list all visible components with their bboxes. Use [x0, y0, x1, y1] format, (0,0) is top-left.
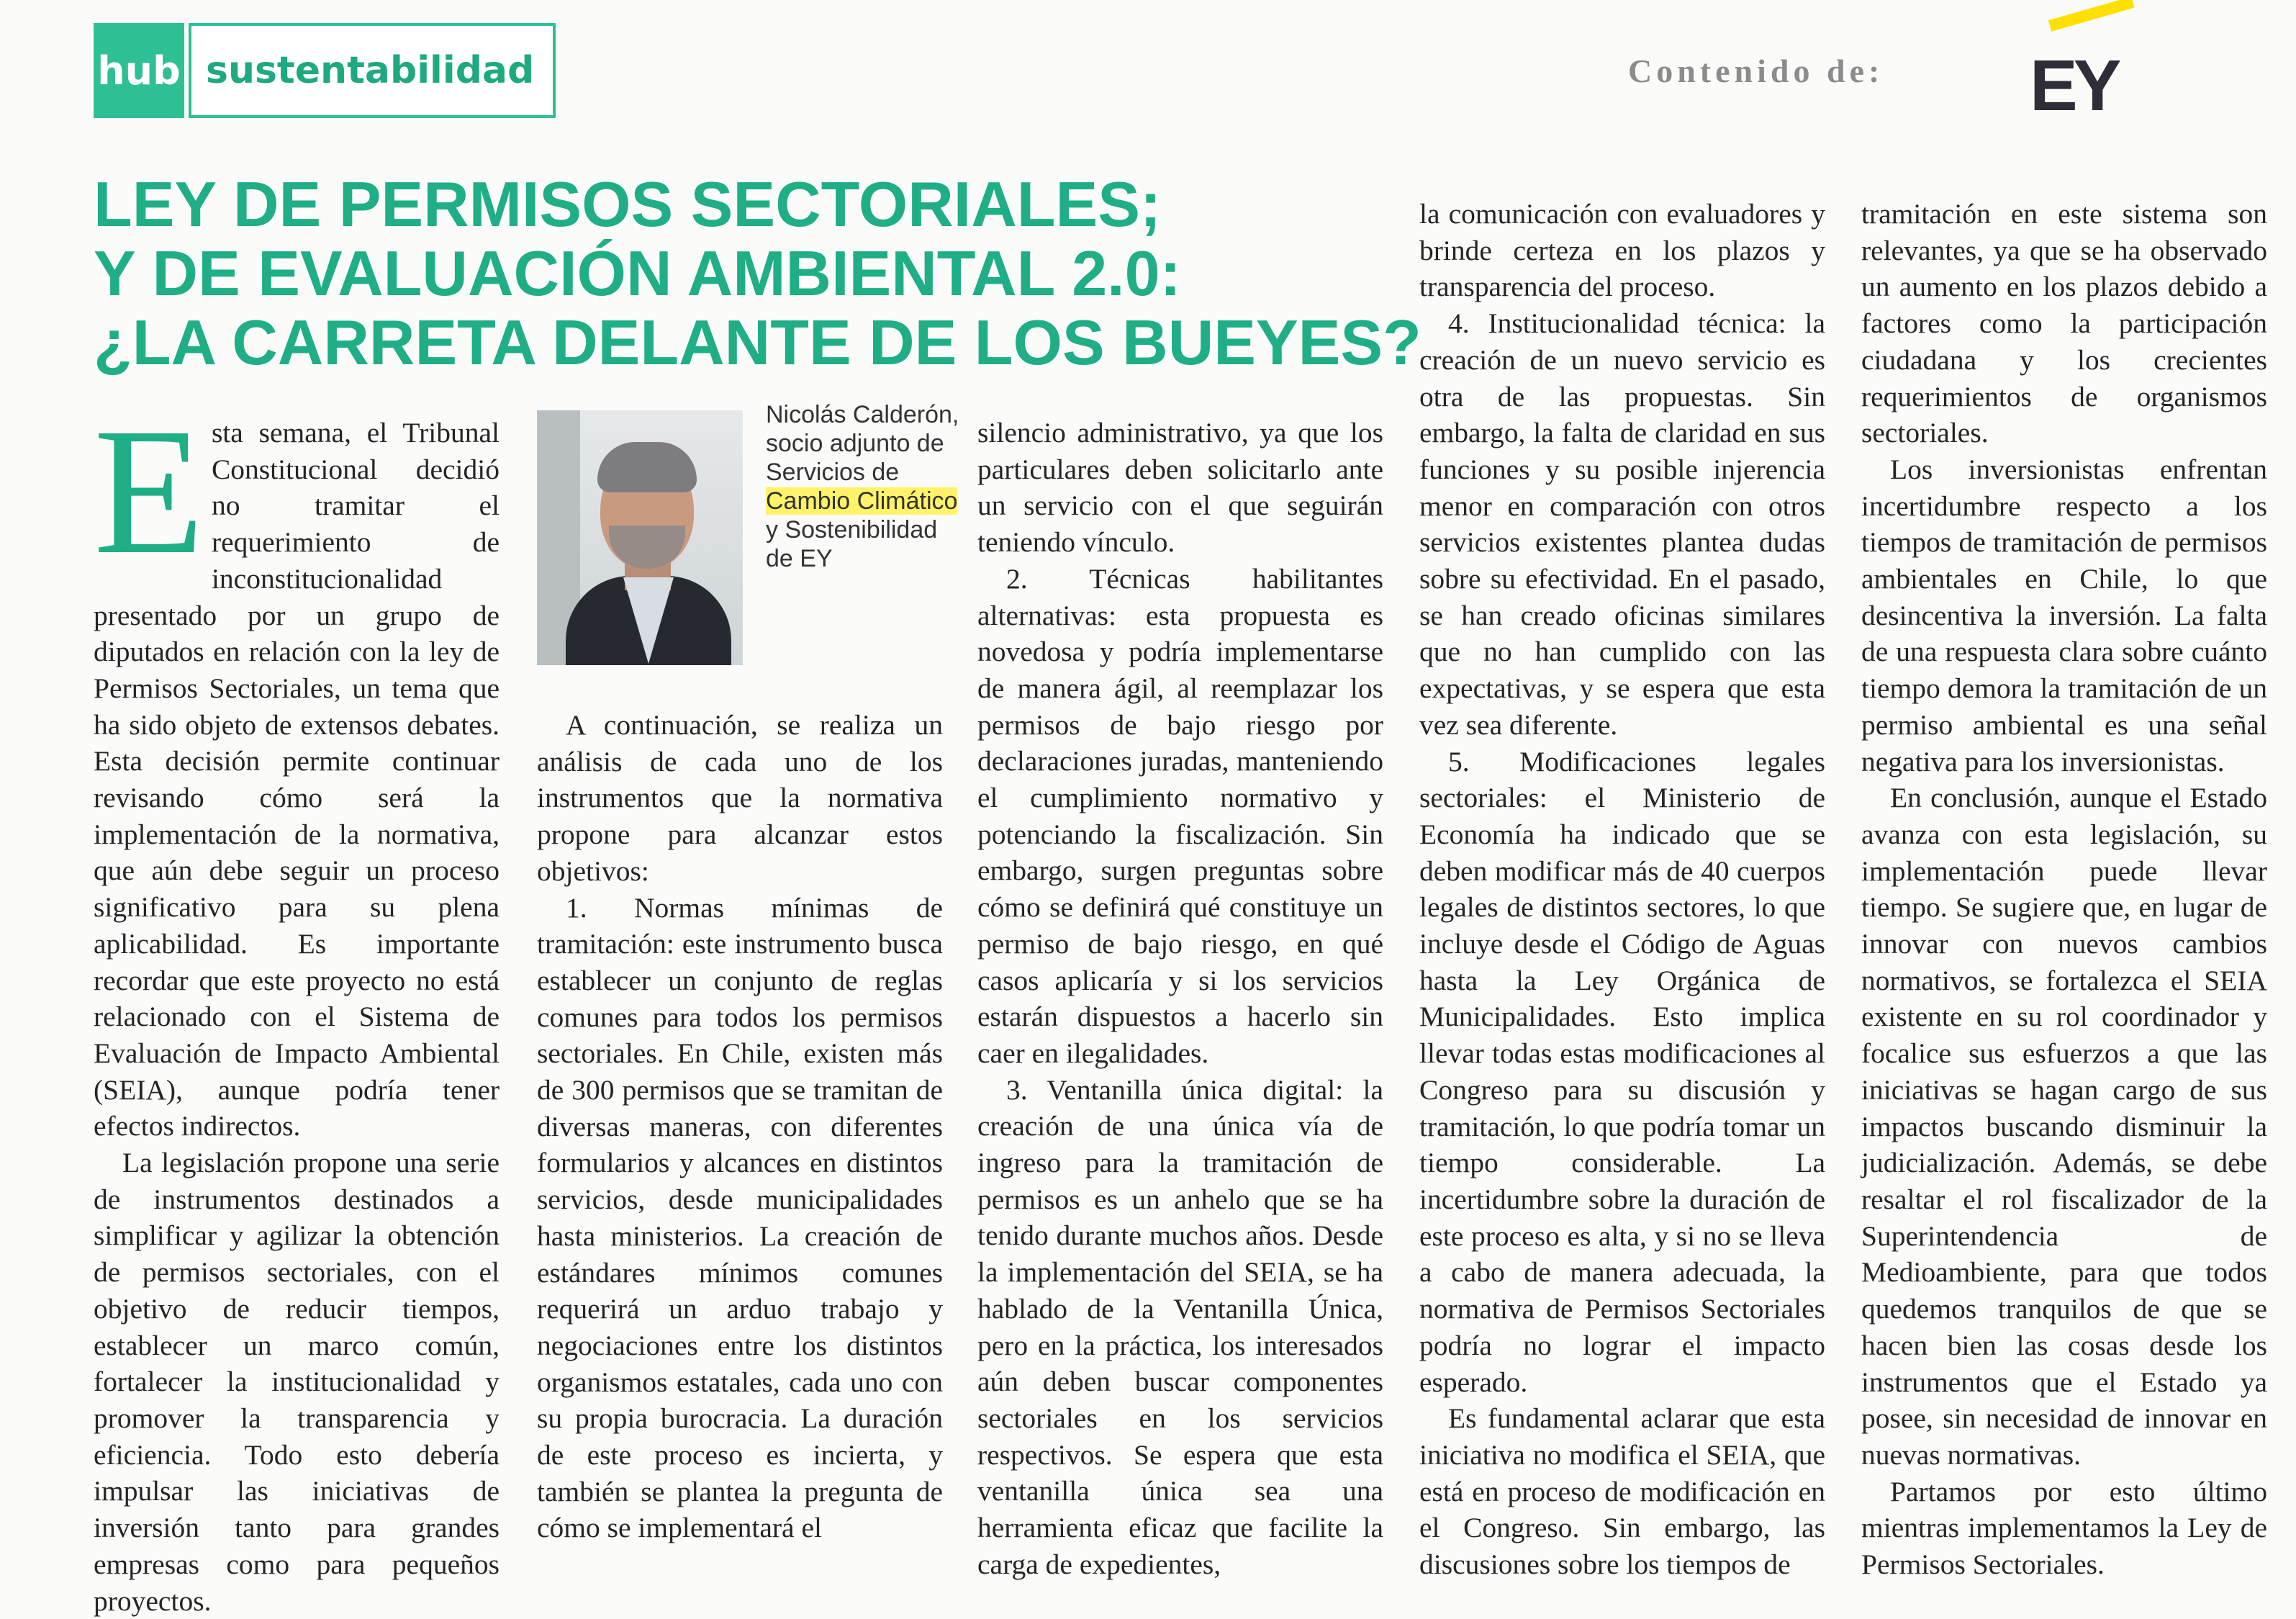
ey-beam-icon	[2048, 0, 2135, 32]
section-badge	[94, 23, 556, 118]
paragraph-text: sta semana, el Tribunal Constitucional decidió no tramitar el requerimiento de inconstitucionalidad presentado por un grupo de diputados en relación con la ley de Permisos Sectoriales, un tema que ha sido objeto de extensos debates. Esta decisión permite continuar revisando cómo será la implementación de la normativa, que aún debe seguir un proceso significativo para su plena aplicabilidad. Es importante recordar que este proyecto no está relacionado con el Sistema de Evaluación de Impacto Ambiental (SEIA), aunque podría tener efectos indirectos.	[94, 417, 500, 1142]
drop-cap: E	[94, 390, 204, 592]
paragraph	[94, 390, 500, 1145]
ey-logo-text: EY	[2030, 45, 2118, 126]
author-photo	[537, 410, 743, 665]
badge-section-label: sustentabilidad	[189, 23, 556, 118]
paragraph: la comunicación con evaluadores y brinde certeza en los plazos y transparencia del proceso.	[1419, 198, 1825, 303]
caption-highlight: Cambio Climático	[766, 487, 958, 515]
article-column-1	[94, 390, 500, 1619]
caption-text: Nicolás Calderón, socio adjunto de Servicios de	[766, 401, 959, 486]
author-caption	[766, 400, 967, 573]
paragraph: Partamos por esto último mientras implementamos la Ley de Permisos Sectoriales.	[1861, 1475, 2267, 1581]
content-by-label: Contenido de:	[1628, 53, 1884, 89]
paragraph: 3. Ventanilla única digital: la creación de una única vía de ingreso para la tramitación de permisos es un anhelo que se ha tenido durante muchos años. Desde la implementación del SEIA, se ha hablado de la Ventanilla Única, pero en la práctica, los interesados aún deben buscar componentes sectoriales en los servicios respectivos. Se espera que esta ventanilla única sea una herramienta eficaz que facilite la carga de expedientes,	[977, 1073, 1383, 1580]
caption-text-end: y Sostenibilidad de EY	[766, 516, 938, 572]
ey-logo-icon	[2030, 4, 2138, 126]
paragraph: La legislación propone una serie de instrumentos destinados a simplificar y agilizar la obtención de permisos sectoriales, con el objetivo de reducir tiempos, establecer un marco común, fortalecer la institucionalidad y promover la transparencia y eficiencia. Todo esto debería impulsar las iniciativas de inversión tanto para grandes empresas como para pequeños proyectos.	[94, 1147, 500, 1617]
article-headline	[94, 168, 1422, 378]
paragraph: 1. Normas mínimas de tramitación: este instrumento busca establecer un conjunto de reglas comunes para todos los permisos sectoriales. En Chile, existen más de 300 permisos que se tramitan de diversas maneras, con diferentes formularios y alcances en distintos servicios, desde municipalidades hasta ministerios. La creación de estándares mínimos comunes requerirá un arduo trabajo y negociaciones entre los distintos organismos estatales, cada uno con su propia burocracia. La duración de este proceso es incierta, y también se plantea la pregunta de cómo se implementará el	[537, 891, 943, 1544]
paragraph: 2. Técnicas habilitantes alternativas: esta propuesta es novedosa y podría implementarse de manera ágil, al reemplazar los permisos de bajo riesgo por declaraciones juradas, manteniendo el cumplimiento normativo y potenciando la fiscalización. Sin embargo, surgen preguntas sobre cómo se definirá qué constituye un permiso de bajo riesgo, en qué casos aplicaría y si los servicios estarán dispuestos a hacerlo sin caer en ilegalidades.	[977, 562, 1383, 1069]
headline-line-1: LEY DE PERMISOS SECTORIALES;	[94, 168, 1162, 240]
paragraph: silencio administrativo, ya que los particulares deben solicitarlo ante un servicio con el que seguirán teniendo vínculo.	[977, 417, 1383, 559]
paragraph: Los inversionistas enfrentan incertidumbre respecto a los tiempos de tramitación de permisos ambientales en Chile, lo que desincentiva la inversión. La falta de una respuesta clara sobre cuánto tiempo demora la tramitación de un permiso ambiental es una señal negativa para los inversionistas.	[1861, 453, 2267, 777]
headline-line-2: Y DE EVALUACIÓN AMBIENTAL 2.0:	[94, 238, 1181, 309]
paragraph: 5. Modificaciones legales sectoriales: el Ministerio de Economía ha indicado que se deben modificar más de 40 cuerpos legales de distintos sectores, lo que incluye desde el Código de Aguas hasta la Ley Orgánica de Municipalidades. Esto implica llevar todas estas modificaciones al Congreso para su discusión y tramitación, lo que podría tomar un tiempo considerable. La incertidumbre sobre la duración de este proceso es alta, y si no se lleva a cabo de manera adecuada, la normativa de Permisos Sectoriales podría no lograr el impacto esperado.	[1419, 745, 1825, 1398]
paragraph: 4. Institucionalidad técnica: la creación de un nuevo servicio es otra de las propuestas. Sin embargo, la falta de claridad en sus funciones y su posible injerencia menor en comparación con otros servicios existentes plantea dudas sobre su efectividad. En el pasado, se han creado oficinas similares que no han cumplido con las expectativas, y se espera que esta vez sea diferente.	[1419, 307, 1825, 741]
article-column-2	[537, 707, 943, 1546]
article-column-5	[1861, 196, 2267, 1583]
badge-hub-label: hub	[94, 23, 184, 118]
article-column-4	[1419, 196, 1825, 1583]
paragraph: En conclusión, aunque el Estado avanza con esta legislación, su implementación puede llevar tiempo. Se sugiere que, en lugar de innovar con nuevos cambios normativos, se fortalezca el SEIA existente en su rol coordinador y focalice sus esfuerzos a que las iniciativas se hagan cargo de sus impactos buscando disminuir la judicialización. Además, se debe resaltar el rol fiscalizador de la Superintendencia de Medioambiente, para que todos quedemos tranquilos de que se hacen bien las cosas desde los instrumentos que el Estado ya posee, sin necesidad de innovar en nuevas normativas.	[1861, 782, 2267, 1471]
paragraph: tramitación en este sistema son relevantes, ya que se ha observado un aumento en los plazos debido a factores como la participación ciudadana y los crecientes requerimientos de organismos sectoriales.	[1861, 198, 2267, 449]
article-column-3	[977, 415, 1383, 1583]
paragraph: A continuación, se realiza un análisis de cada uno de los instrumentos que la normativa propone para alcanzar estos objetivos:	[537, 709, 943, 887]
paragraph: Es fundamental aclarar que esta iniciativa no modifica el SEIA, que está en proceso de modificación en el Congreso. Sin embargo, las discusiones sobre los tiempos de	[1419, 1402, 1825, 1581]
headline-line-3: ¿LA CARRETA DELANTE DE LOS BUEYES?	[94, 307, 1422, 378]
